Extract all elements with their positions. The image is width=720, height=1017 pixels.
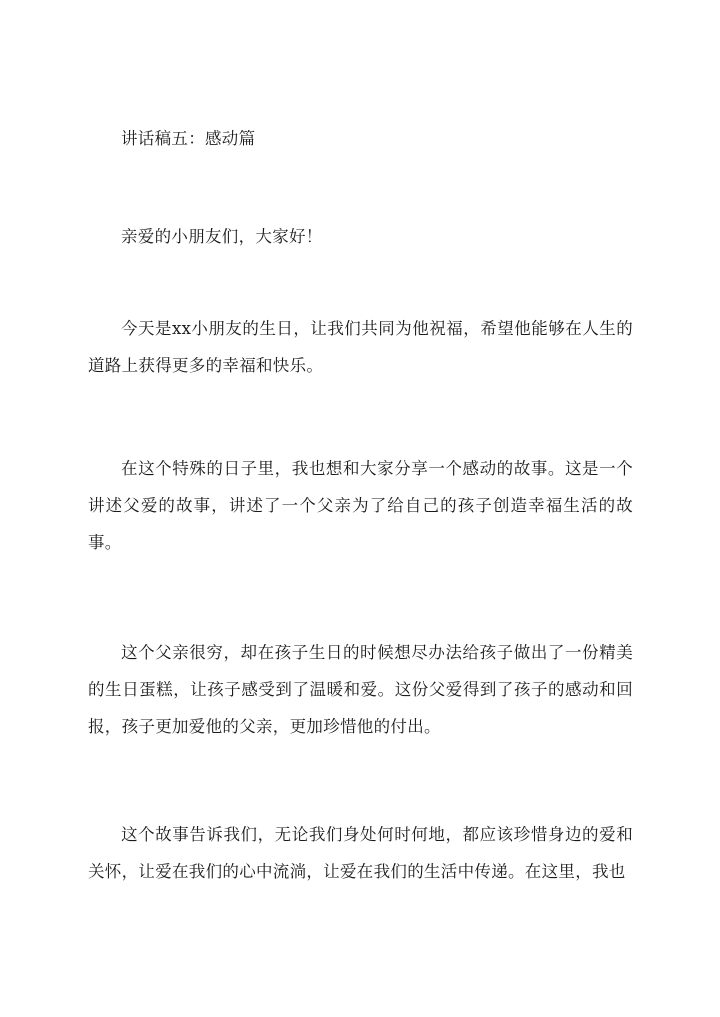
body-paragraph: 这个父亲很穷，却在孩子生日的时候想尽办法给孩子做出了一份精美的生日蛋糕，让孩子感受到了温暖和爱。这份父爱得到了孩子的感动和回报，孩子更加爱他的父亲，更加珍惜他的付出。 xyxy=(88,643,633,736)
body-paragraph: 今天是xx小朋友的生日，让我们共同为他祝福，希望他能够在人生的道路上获得更多的幸福和快乐。 xyxy=(88,319,633,375)
body-paragraph: 这个故事告诉我们，无论我们身处何时何地，都应该珍惜身边的爱和关怀，让爱在我们的心中流淌，让爱在我们的生活中传递。在这里，我也 xyxy=(88,825,633,881)
document-heading: 讲话稿五：感动篇 xyxy=(121,129,256,148)
body-paragraph: 在这个特殊的日子里，我也想和大家分享一个感动的故事。这是一个讲述父爱的故事，讲述了一个父亲为了给自己的孩子创造幸福生活的故事。 xyxy=(88,459,633,552)
greeting-paragraph: 亲爱的小朋友们，大家好！ xyxy=(121,227,323,246)
